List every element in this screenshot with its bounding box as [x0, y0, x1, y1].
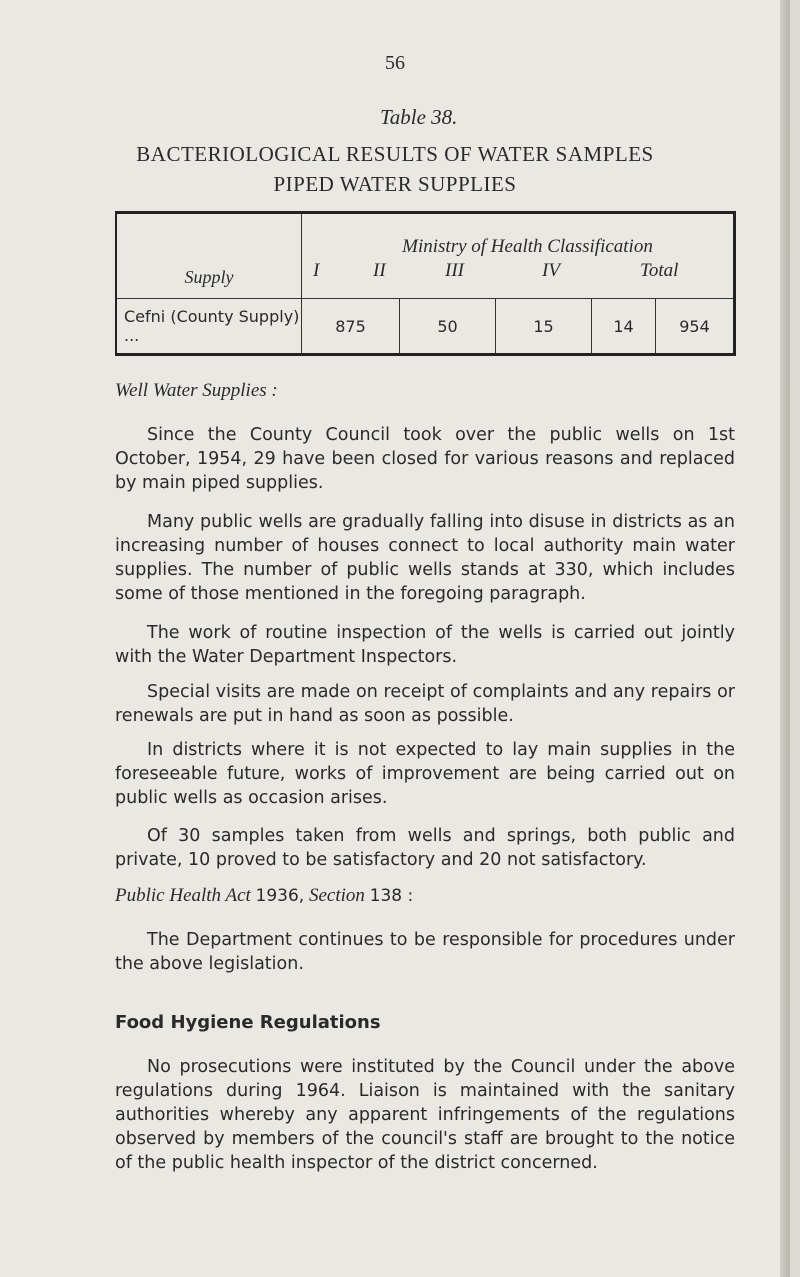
supply-header: Supply [184, 267, 234, 287]
cell-total: 954 [656, 299, 735, 355]
food-hygiene-heading: Food Hygiene Regulations [115, 1012, 381, 1033]
classification-columns [302, 260, 733, 282]
table-row [116, 299, 735, 355]
paragraph-food: No prosecutions were instituted by the Council under the above regulations during 1964. Liaison is maintained with the sanitary authorities whereby any apparent infringements of the regulations observed by members of the council's staff are brought to the notice of the public health inspector of the district concerned. [115, 1057, 735, 1173]
supply-header-cell [116, 213, 302, 299]
column-header-2: II [373, 260, 386, 281]
page-number: 56 [385, 52, 405, 74]
section-number: 138 : [369, 886, 414, 906]
paragraph-well-4: Special visits are made on receipt of complaints and any repairs or renewals are put in hand as soon as possible. [115, 682, 735, 726]
section-label: Section [308, 885, 365, 906]
paragraph-well-1: Since the County Council took over the public wells on 1st October, 1954, 29 have been closed for various reasons and replaced by main piped supplies. [115, 425, 735, 493]
row-label: Cefni (County Supply) ... [116, 299, 302, 355]
paragraph-well-5: In districts where it is not expected to lay main supplies in the foreseeable future, works of improvement are being carried out on public wells as occasion arises. [115, 740, 735, 808]
cell-class-4: 14 [592, 299, 656, 355]
column-header-4: IV [542, 260, 560, 281]
classification-header-cell [302, 213, 735, 299]
table-label: Table 38. [380, 105, 458, 129]
paragraph-well-2: Many public wells are gradually falling into disuse in districts as an increasing number of houses connect to local authority main water supplies. The number of public wells stands at 330, which includes some of those mentioned in the foregoing paragraph. [115, 512, 735, 604]
column-header-total: Total [640, 260, 679, 281]
classification-header: Ministry of Health Classification [402, 236, 653, 257]
column-header-1: I [313, 260, 320, 281]
public-health-act-heading [115, 885, 413, 907]
well-water-heading: Well Water Supplies : [115, 380, 278, 401]
cell-class-1: 875 [302, 299, 400, 355]
paragraph-act: The Department continues to be responsible for procedures under the above legislation. [115, 930, 735, 974]
table-title-line-2: PIPED WATER SUPPLIES [273, 172, 517, 196]
paragraph-well-6: Of 30 samples taken from wells and springs, both public and private, 10 proved to be satisfactory and 20 not satisfactory. [115, 826, 735, 870]
results-table [115, 211, 736, 356]
act-title: Public Health Act [115, 885, 251, 906]
act-year: 1936, [255, 886, 305, 906]
cell-class-2: 50 [400, 299, 496, 355]
table-title-line-1: BACTERIOLOGICAL RESULTS OF WATER SAMPLES [136, 142, 654, 166]
cell-class-3: 15 [496, 299, 592, 355]
paragraph-well-3: The work of routine inspection of the wells is carried out jointly with the Water Department Inspectors. [115, 623, 735, 667]
column-header-3: III [445, 260, 464, 281]
